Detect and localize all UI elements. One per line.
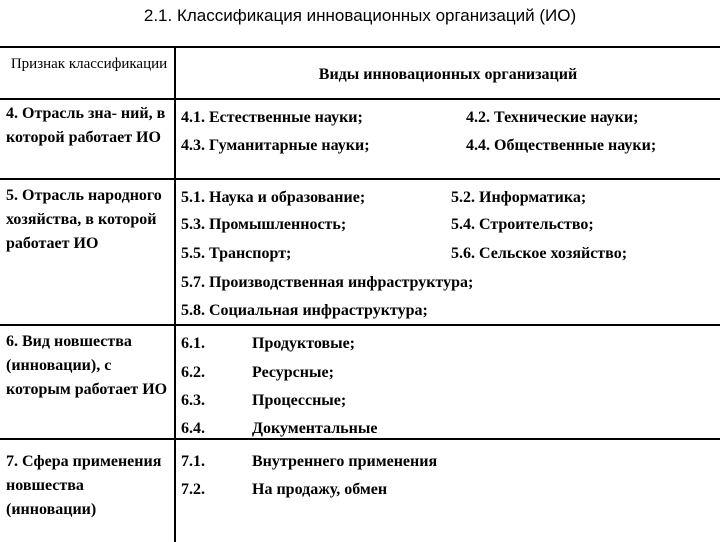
row-divider [0, 178, 720, 180]
row-5-criterion: 5. Отрасль народного хозяйства, в которой работает ИО [6, 187, 162, 252]
row-6-item-number: 6.1. [181, 335, 205, 352]
column-divider [174, 48, 176, 542]
row-5-item: 5.8. Социальная инфраструктура; [181, 302, 428, 319]
row-4-item: 4.4. Общественные науки; [466, 137, 657, 154]
row-5-item: 5.6. Сельское хозяйство; [451, 245, 628, 262]
header-divider [0, 98, 720, 100]
row-5-item: 5.5. Транспорт; [181, 245, 292, 262]
row-6-item-text: Ресурсные; [252, 364, 334, 381]
row-5-item: 5.2. Информатика; [451, 189, 587, 206]
row-5-item: 5.1. Наука и образование; [181, 189, 366, 206]
row-6-item-number: 6.4. [181, 420, 205, 437]
row-6-item-number: 6.2. [181, 364, 205, 381]
row-5-item: 5.7. Производственная инфраструктура; [181, 274, 474, 291]
classification-table [0, 46, 720, 542]
row-divider [0, 438, 720, 440]
row-5-item: 5.3. Промышленность; [181, 216, 347, 233]
row-6-item-text: Процессные; [252, 392, 347, 409]
row-divider [0, 324, 720, 326]
header-criterion: Признак классификации [10, 56, 168, 72]
row-7-item-number: 7.1. [181, 453, 205, 470]
row-7-item-text: На продажу, обмен [252, 481, 388, 498]
row-4-item: 4.1. Естественные науки; [181, 109, 363, 126]
page-title: 2.1. Классификация инновационных организаций (ИО) [143, 6, 577, 25]
row-6-item-number: 6.3. [181, 392, 205, 409]
row-5-item: 5.4. Строительство; [451, 216, 594, 233]
row-4-item: 4.3. Гуманитарные науки; [181, 137, 370, 154]
row-6-item-text: Продуктовые; [252, 335, 356, 352]
row-4-criterion: 4. Отрасль зна- ний, в которой работает ИО [6, 105, 166, 146]
row-6-item-text: Документальные [252, 420, 378, 437]
row-7-item-number: 7.2. [181, 481, 205, 498]
row-7-item-text: Внутреннего применения [252, 453, 438, 470]
row-7-criterion: 7. Сфера применения новшества (инновации) [6, 453, 162, 518]
row-6-criterion: 6. Вид новшества (инновации), с которым работает ИО [6, 333, 168, 398]
header-types: Виды инновационных организаций [318, 66, 578, 83]
row-4-item: 4.2. Технические науки; [466, 109, 639, 126]
